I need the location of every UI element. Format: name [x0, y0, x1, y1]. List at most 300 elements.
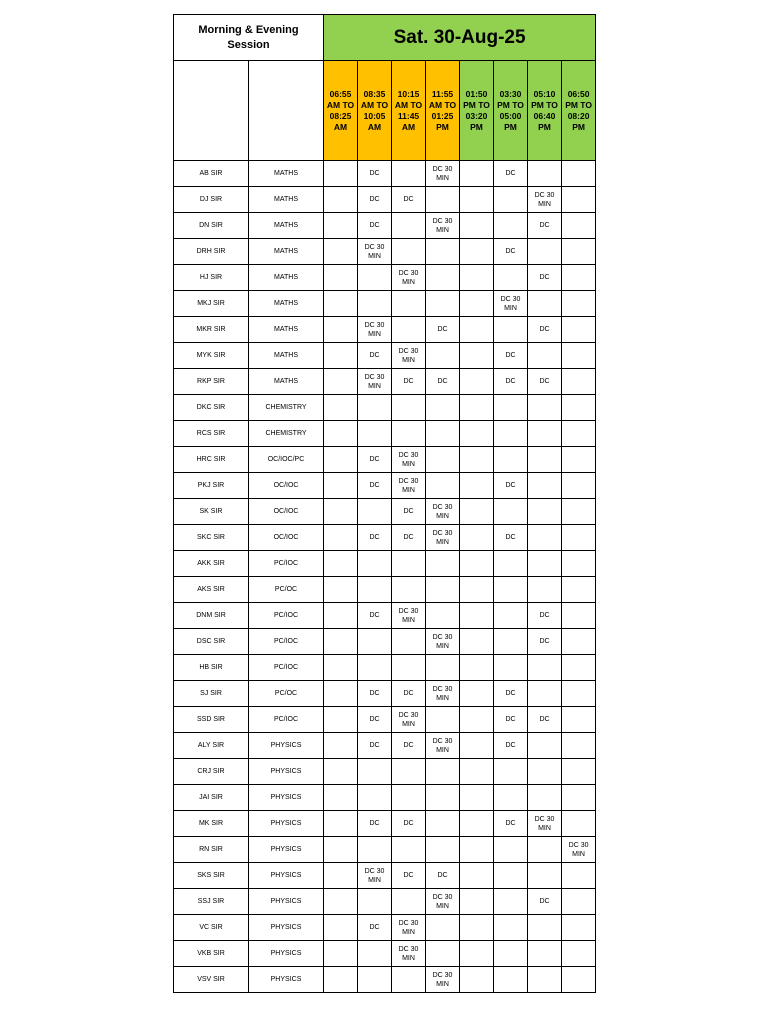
subject-name: MATHS — [249, 239, 324, 265]
session-title — [174, 15, 324, 61]
slot-cell: DC — [494, 811, 528, 837]
slot-cell: DC — [494, 161, 528, 187]
slot-cell — [562, 213, 596, 239]
time-slot-line: PM — [470, 121, 483, 132]
subject-name: MATHS — [249, 343, 324, 369]
slot-cell — [562, 915, 596, 941]
slot-cell — [392, 291, 426, 317]
slot-cell — [358, 889, 392, 915]
slot-cell: DC — [426, 863, 460, 889]
header-blank-subject — [249, 61, 324, 161]
slot-cell — [358, 421, 392, 447]
time-slot-line: PM — [504, 121, 517, 132]
teacher-name: MYK SIR — [174, 343, 249, 369]
subject-name: PHYSICS — [249, 941, 324, 967]
slot-cell — [494, 577, 528, 603]
slot-cell — [426, 187, 460, 213]
slot-cell: DC — [392, 733, 426, 759]
time-slot-header — [426, 61, 460, 161]
slot-cell — [358, 395, 392, 421]
slot-cell — [494, 187, 528, 213]
time-slot-line: 05:00 — [499, 110, 522, 121]
slot-cell — [324, 213, 358, 239]
slot-cell — [494, 837, 528, 863]
slot-cell — [324, 317, 358, 343]
slot-cell — [562, 239, 596, 265]
slot-cell — [358, 837, 392, 863]
slot-cell: DC 30 MIN — [426, 213, 460, 239]
slot-cell — [324, 525, 358, 551]
teacher-name: SSD SIR — [174, 707, 249, 733]
time-slot-line: 10:05 — [363, 110, 386, 121]
time-slot-line: PM — [436, 121, 449, 132]
slot-cell — [528, 577, 562, 603]
slot-cell — [562, 551, 596, 577]
slot-cell: DC — [494, 239, 528, 265]
slot-cell: DC — [528, 629, 562, 655]
slot-cell — [324, 681, 358, 707]
time-slot-line: 01:25 — [431, 110, 454, 121]
slot-cell: DC 30 MIN — [426, 161, 460, 187]
slot-cell: DC — [392, 681, 426, 707]
slot-cell: DC — [358, 707, 392, 733]
slot-cell — [324, 343, 358, 369]
slot-cell — [392, 759, 426, 785]
slot-cell — [392, 213, 426, 239]
subject-name: MATHS — [249, 369, 324, 395]
teacher-name: SJ SIR — [174, 681, 249, 707]
slot-cell — [494, 213, 528, 239]
slot-cell — [494, 265, 528, 291]
table-row — [174, 421, 596, 447]
slot-cell — [562, 785, 596, 811]
slot-cell — [460, 317, 494, 343]
slot-cell — [426, 447, 460, 473]
slot-cell — [358, 941, 392, 967]
slot-cell: DC — [426, 317, 460, 343]
slot-cell: DC 30 MIN — [426, 499, 460, 525]
slot-cell — [528, 941, 562, 967]
slot-cell — [460, 733, 494, 759]
table-row — [174, 291, 596, 317]
slot-cell — [460, 863, 494, 889]
teacher-name: MKJ SIR — [174, 291, 249, 317]
slot-cell: DC — [392, 863, 426, 889]
slot-cell: DC 30 MIN — [392, 941, 426, 967]
teacher-name: HRC SIR — [174, 447, 249, 473]
slot-cell — [392, 577, 426, 603]
slot-cell — [562, 265, 596, 291]
slot-cell — [562, 759, 596, 785]
slot-cell — [528, 681, 562, 707]
slot-cell — [426, 343, 460, 369]
table-row — [174, 733, 596, 759]
teacher-name: DNM SIR — [174, 603, 249, 629]
subject-name: OC/IOC — [249, 473, 324, 499]
slot-cell — [562, 967, 596, 993]
slot-cell — [460, 161, 494, 187]
time-slot-line: AM — [401, 121, 416, 132]
slot-cell: DC 30 MIN — [494, 291, 528, 317]
slot-cell — [562, 187, 596, 213]
slot-cell: DC — [358, 733, 392, 759]
slot-cell — [392, 161, 426, 187]
slot-cell — [562, 291, 596, 317]
time-slot-line: 03:30 — [499, 88, 522, 99]
slot-cell — [358, 499, 392, 525]
teacher-name: DRH SIR — [174, 239, 249, 265]
time-slot-line: 11:55 — [431, 88, 454, 99]
subject-name: OC/IOC — [249, 525, 324, 551]
time-slot-line: 06:40 — [533, 110, 556, 121]
slot-cell — [494, 395, 528, 421]
table-row — [174, 811, 596, 837]
slot-cell — [460, 681, 494, 707]
slot-cell — [562, 681, 596, 707]
slot-cell: DC 30 MIN — [426, 889, 460, 915]
slot-cell — [460, 785, 494, 811]
slot-cell — [426, 473, 460, 499]
schedule-date: Sat. 30-Aug-25 — [324, 15, 596, 61]
table-row — [174, 395, 596, 421]
teacher-name: PKJ SIR — [174, 473, 249, 499]
slot-cell: DC — [392, 811, 426, 837]
slot-cell — [324, 473, 358, 499]
table-row — [174, 941, 596, 967]
slot-cell — [392, 317, 426, 343]
slot-cell — [358, 551, 392, 577]
slot-cell: DC — [358, 447, 392, 473]
slot-cell — [358, 785, 392, 811]
table-row — [174, 629, 596, 655]
slot-cell: DC 30 MIN — [392, 603, 426, 629]
subject-name: OC/IOC/PC — [249, 447, 324, 473]
time-slot-header — [528, 61, 562, 161]
schedule-table — [173, 14, 596, 993]
slot-cell — [528, 759, 562, 785]
slot-cell — [460, 707, 494, 733]
slot-cell — [324, 239, 358, 265]
slot-cell — [460, 629, 494, 655]
slot-cell — [392, 421, 426, 447]
slot-cell — [562, 525, 596, 551]
slot-cell — [426, 239, 460, 265]
slot-cell: DC — [528, 369, 562, 395]
slot-cell — [324, 551, 358, 577]
teacher-name: DN SIR — [174, 213, 249, 239]
teacher-name: VSV SIR — [174, 967, 249, 993]
slot-cell — [392, 395, 426, 421]
slot-cell: DC 30 MIN — [426, 629, 460, 655]
slot-cell: DC — [358, 915, 392, 941]
slot-cell — [324, 785, 358, 811]
slot-cell — [460, 447, 494, 473]
time-slot-line: 08:25 — [329, 110, 352, 121]
slot-cell: DC 30 MIN — [528, 187, 562, 213]
slot-cell — [528, 421, 562, 447]
slot-cell — [562, 629, 596, 655]
subject-name: PHYSICS — [249, 863, 324, 889]
slot-cell — [460, 213, 494, 239]
time-slot-header — [392, 61, 426, 161]
slot-cell — [460, 759, 494, 785]
subject-name: PHYSICS — [249, 759, 324, 785]
slot-cell — [460, 655, 494, 681]
session-title-line2: Session — [227, 38, 270, 51]
slot-cell: DC — [494, 525, 528, 551]
schedule-body — [174, 15, 596, 993]
slot-cell — [324, 577, 358, 603]
slot-cell — [426, 603, 460, 629]
time-slot-line: AM — [367, 121, 382, 132]
slot-cell — [562, 707, 596, 733]
subject-name: PHYSICS — [249, 785, 324, 811]
slot-cell: DC — [392, 499, 426, 525]
table-row — [174, 499, 596, 525]
slot-cell — [494, 941, 528, 967]
subject-name: PHYSICS — [249, 733, 324, 759]
slot-cell — [426, 707, 460, 733]
teacher-name: DJ SIR — [174, 187, 249, 213]
slot-cell: DC 30 MIN — [562, 837, 596, 863]
table-row — [174, 681, 596, 707]
slot-cell — [528, 291, 562, 317]
time-slot-line: 05:10 — [533, 88, 556, 99]
time-slot-line: PM — [538, 121, 551, 132]
slot-cell — [426, 265, 460, 291]
slot-cell: DC 30 MIN — [392, 707, 426, 733]
teacher-name: DKC SIR — [174, 395, 249, 421]
slot-cell: DC 30 MIN — [358, 369, 392, 395]
slot-cell — [324, 499, 358, 525]
table-row — [174, 889, 596, 915]
slot-cell — [494, 421, 528, 447]
table-row — [174, 161, 596, 187]
slot-cell — [426, 759, 460, 785]
slot-cell — [426, 395, 460, 421]
slot-cell: DC — [358, 343, 392, 369]
slot-cell — [562, 603, 596, 629]
time-slot-line: 08:20 — [567, 110, 590, 121]
teacher-name: ALY SIR — [174, 733, 249, 759]
teacher-name: AKK SIR — [174, 551, 249, 577]
slot-cell: DC — [358, 525, 392, 551]
slot-cell — [392, 629, 426, 655]
teacher-name: SKC SIR — [174, 525, 249, 551]
slot-cell — [460, 395, 494, 421]
slot-cell — [528, 915, 562, 941]
teacher-name: SKS SIR — [174, 863, 249, 889]
slot-cell — [324, 863, 358, 889]
slot-cell: DC 30 MIN — [426, 967, 460, 993]
time-slot-line: 11:45 — [397, 110, 420, 121]
slot-cell — [562, 317, 596, 343]
slot-cell: DC — [528, 889, 562, 915]
table-row — [174, 707, 596, 733]
time-slot-line: 01:50 — [465, 88, 488, 99]
slot-cell — [460, 499, 494, 525]
slot-cell: DC — [358, 213, 392, 239]
table-row — [174, 785, 596, 811]
title-row — [174, 15, 596, 61]
slot-cell: DC — [358, 681, 392, 707]
table-row — [174, 213, 596, 239]
slot-cell — [392, 785, 426, 811]
slot-cell — [494, 603, 528, 629]
subject-name: PC/IOC — [249, 655, 324, 681]
slot-cell: DC — [494, 343, 528, 369]
slot-cell — [494, 967, 528, 993]
slot-cell — [324, 837, 358, 863]
slot-cell — [562, 395, 596, 421]
table-row — [174, 863, 596, 889]
slot-cell — [460, 551, 494, 577]
slot-cell — [528, 655, 562, 681]
table-row — [174, 551, 596, 577]
slot-cell: DC 30 MIN — [358, 317, 392, 343]
teacher-name: HJ SIR — [174, 265, 249, 291]
slot-cell — [460, 603, 494, 629]
slot-cell — [460, 239, 494, 265]
slot-cell — [460, 967, 494, 993]
time-slot-line: AM — [333, 121, 348, 132]
slot-cell: DC — [392, 187, 426, 213]
teacher-name: SK SIR — [174, 499, 249, 525]
slot-cell — [460, 369, 494, 395]
teacher-name: HB SIR — [174, 655, 249, 681]
slot-cell — [324, 889, 358, 915]
slot-cell: DC 30 MIN — [392, 915, 426, 941]
slot-cell — [528, 343, 562, 369]
slot-cell — [528, 967, 562, 993]
slot-cell: DC 30 MIN — [392, 447, 426, 473]
slot-cell: DC — [358, 161, 392, 187]
slot-cell — [562, 811, 596, 837]
slot-cell — [324, 759, 358, 785]
slot-cell: DC — [528, 707, 562, 733]
slot-cell: DC — [528, 265, 562, 291]
time-slot-line: 06:50 — [567, 88, 590, 99]
table-row — [174, 967, 596, 993]
slot-cell — [460, 811, 494, 837]
slot-cell — [324, 369, 358, 395]
subject-name: MATHS — [249, 265, 324, 291]
subject-name: PC/OC — [249, 681, 324, 707]
slot-cell — [324, 447, 358, 473]
subject-name: MATHS — [249, 317, 324, 343]
slot-cell — [426, 915, 460, 941]
subject-name: MATHS — [249, 291, 324, 317]
slot-cell: DC 30 MIN — [392, 265, 426, 291]
slot-cell — [324, 915, 358, 941]
slot-cell: DC — [528, 213, 562, 239]
table-row — [174, 343, 596, 369]
time-slot-line: AM TO — [360, 99, 389, 110]
slot-cell — [426, 837, 460, 863]
subject-name: MATHS — [249, 213, 324, 239]
session-title-line1: Morning & Evening — [198, 23, 299, 36]
teacher-name: MKR SIR — [174, 317, 249, 343]
time-slot-header — [494, 61, 528, 161]
time-slot-line: PM — [572, 121, 585, 132]
header-blank-teacher — [174, 61, 249, 161]
time-slot-line: 10:15 — [397, 88, 420, 99]
time-slot-line: 06:55 — [329, 88, 352, 99]
slot-cell: DC — [392, 369, 426, 395]
slot-cell — [460, 915, 494, 941]
table-row — [174, 369, 596, 395]
slot-cell — [358, 291, 392, 317]
time-slot-line: PM TO — [531, 99, 558, 110]
subject-name: MATHS — [249, 161, 324, 187]
teacher-name: VKB SIR — [174, 941, 249, 967]
slot-cell — [358, 655, 392, 681]
slot-cell — [426, 811, 460, 837]
time-slot-line: 03:20 — [465, 110, 488, 121]
slot-cell — [426, 655, 460, 681]
slot-cell — [324, 187, 358, 213]
table-row — [174, 239, 596, 265]
time-slot-line: AM TO — [394, 99, 423, 110]
slot-cell — [426, 577, 460, 603]
slot-cell — [324, 967, 358, 993]
slot-cell — [494, 499, 528, 525]
slot-cell — [528, 447, 562, 473]
slot-cell — [392, 837, 426, 863]
subject-name: PC/IOC — [249, 551, 324, 577]
slot-cell — [358, 967, 392, 993]
slot-cell — [460, 473, 494, 499]
slot-cell — [392, 655, 426, 681]
slot-cell — [562, 733, 596, 759]
slot-cell — [460, 265, 494, 291]
slot-cell: DC — [494, 473, 528, 499]
slot-cell — [324, 291, 358, 317]
slot-cell — [528, 161, 562, 187]
slot-cell — [528, 785, 562, 811]
slot-cell — [358, 759, 392, 785]
slot-cell — [324, 395, 358, 421]
slot-cell — [528, 733, 562, 759]
subject-name: OC/IOC — [249, 499, 324, 525]
slot-cell — [494, 629, 528, 655]
teacher-name: VC SIR — [174, 915, 249, 941]
teacher-name: RCS SIR — [174, 421, 249, 447]
subject-name: PC/IOC — [249, 707, 324, 733]
slot-cell — [494, 785, 528, 811]
subject-name: PC/IOC — [249, 629, 324, 655]
slot-cell: DC — [528, 317, 562, 343]
slot-cell — [324, 629, 358, 655]
slot-cell — [528, 525, 562, 551]
time-slot-line: PM TO — [463, 99, 490, 110]
time-slot-line: 08:35 — [363, 88, 386, 99]
slot-cell — [324, 161, 358, 187]
slot-cell: DC — [426, 369, 460, 395]
teacher-name: DSC SIR — [174, 629, 249, 655]
slot-cell — [494, 655, 528, 681]
slot-cell — [460, 187, 494, 213]
slot-cell — [460, 889, 494, 915]
subject-name: PHYSICS — [249, 889, 324, 915]
slot-cell — [562, 369, 596, 395]
time-slot-line: AM TO — [428, 99, 457, 110]
table-row — [174, 915, 596, 941]
slot-cell: DC — [358, 187, 392, 213]
table-row — [174, 603, 596, 629]
table-row — [174, 317, 596, 343]
teacher-name: SSJ SIR — [174, 889, 249, 915]
